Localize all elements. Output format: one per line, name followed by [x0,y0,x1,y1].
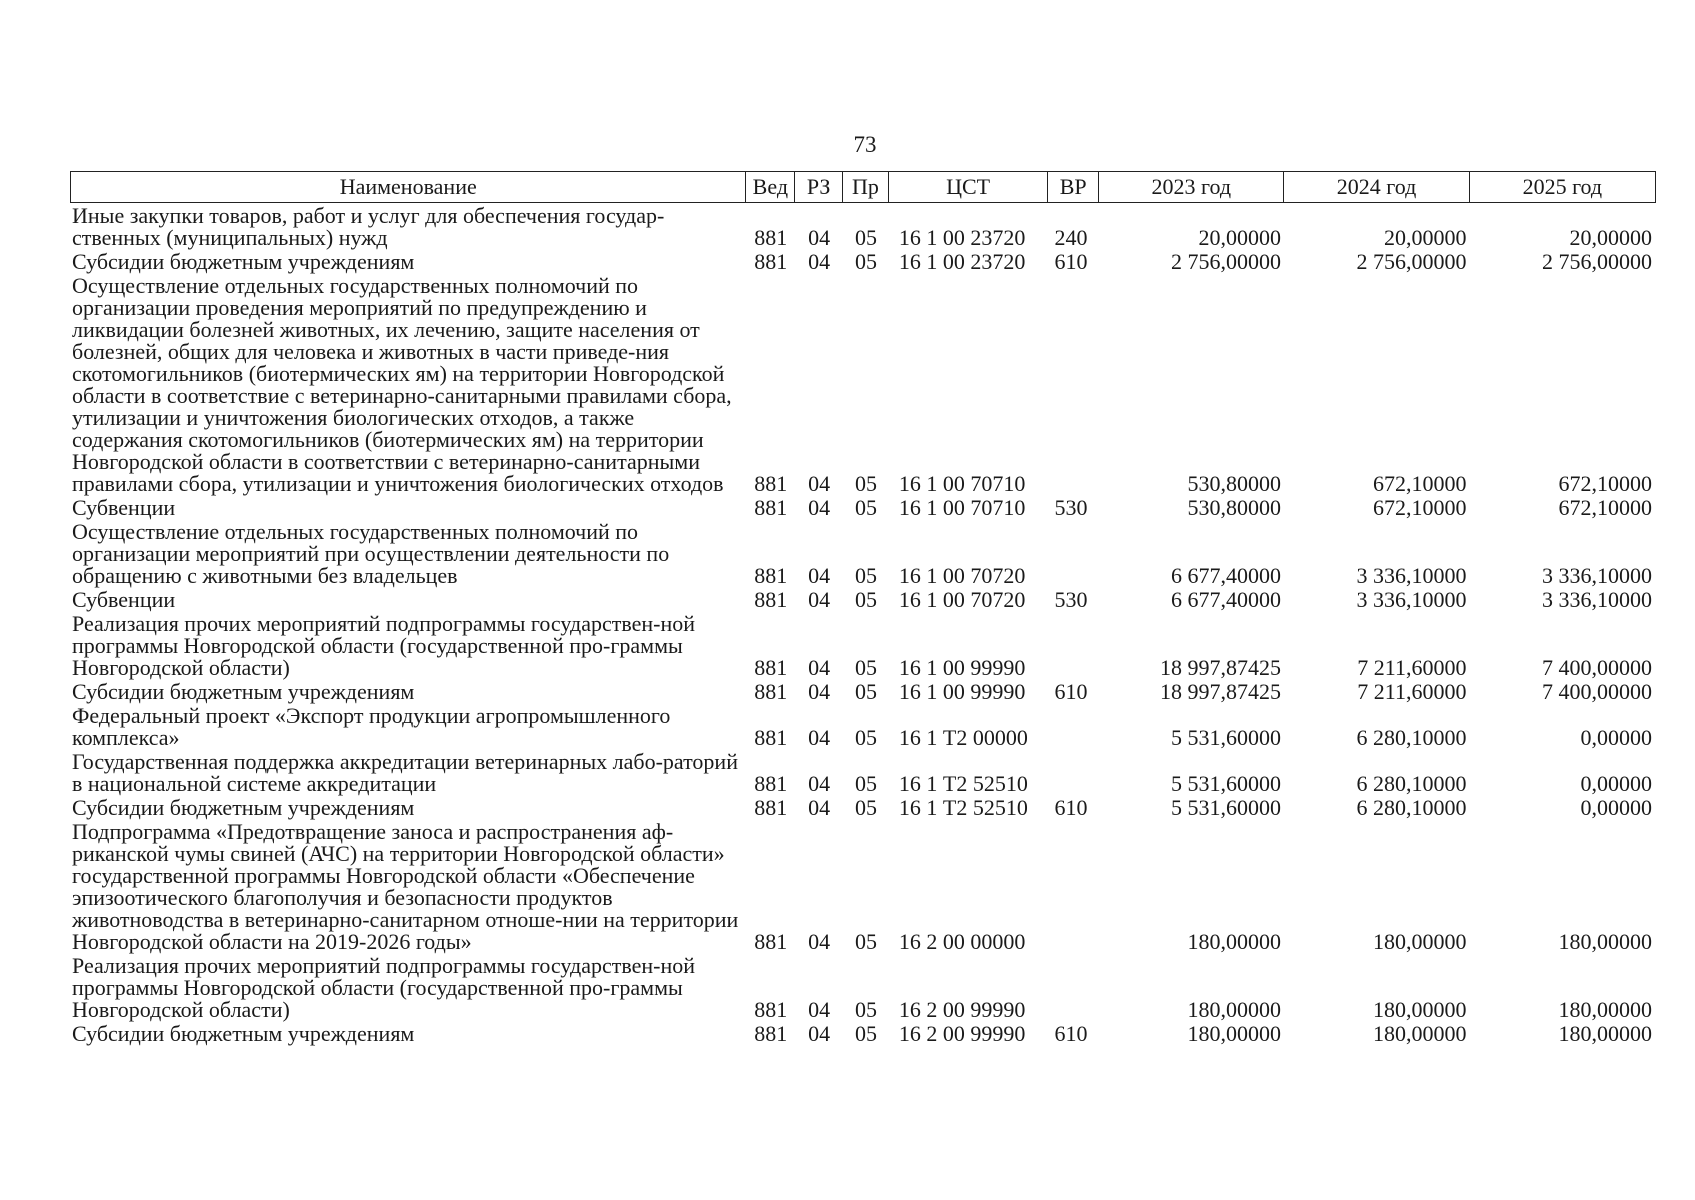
cell-2023: 5 531,60000 [1170,725,1281,750]
cell-2025: 0,00000 [1580,725,1652,750]
cell-pr: 05 [854,587,877,612]
cell-vr: 530 [1054,495,1088,520]
header-2023: 2023 год [1099,172,1284,202]
table-row [70,275,1656,495]
cell-name: Федеральный проект «Экспорт продукции агропромышленного комплекса» [72,703,671,750]
header-2025: 2025 год [1522,174,1603,199]
cell-cst: 16 2 00 99990 [898,1021,1026,1046]
table-row [70,681,1656,703]
cell-vr: 530 [1054,587,1088,612]
cell-2024: 180,00000 [1372,997,1467,1022]
cell-2023: 5 531,60000 [1170,795,1281,820]
cell-2024: 6 280,10000 [1356,795,1467,820]
table-row [70,955,1656,1021]
cell-ved: 881 [754,655,788,680]
cell-cst: 16 1 Т2 52510 [898,771,1028,796]
cell-2024: 6 280,10000 [1356,725,1467,750]
page-number: 73 [853,132,877,157]
cell-2025: 672,10000 [1558,495,1652,520]
cell-2025: 3 336,10000 [1542,587,1652,612]
cell-name: Иные закупки товаров, работ и услуг для обеспечения государ-ственных (муниципальных) нужд [72,203,665,250]
cell-name: Осуществление отдельных государственных полномочий по организации мероприятий при осуществлении деятельности по обращению с животными без владельцев [72,519,670,588]
cell-pr: 05 [854,471,877,496]
cell-rz: 04 [808,679,831,704]
cell-pr: 05 [854,655,877,680]
cell-ved: 881 [754,679,788,704]
cell-2024: 3 336,10000 [1356,587,1467,612]
cell-2025: 20,00000 [1569,225,1652,250]
cell-2024: 20,00000 [1383,225,1467,250]
cell-rz: 04 [808,495,831,520]
cell-cst: 16 1 00 70710 [898,471,1026,496]
cell-pr: 05 [854,563,877,588]
cell-rz: 04 [808,587,831,612]
header-name: Наименование [71,172,746,202]
cell-2023: 2 756,00000 [1170,249,1281,274]
cell-2023: 180,00000 [1187,997,1281,1022]
cell-pr: 05 [854,929,877,954]
cell-2023: 180,00000 [1187,1021,1281,1046]
cell-2024: 7 211,60000 [1357,655,1467,680]
cell-2023: 6 677,40000 [1170,563,1281,588]
cell-vr: 610 [1054,679,1088,704]
cell-name: Реализация прочих мероприятий подпрограммы государствен-ной программы Новгородской области (государственной про-граммы Новгородской области) [72,611,696,680]
cell-pr: 05 [854,249,877,274]
cell-2023: 20,00000 [1198,225,1281,250]
budget-table [70,171,1656,1045]
cell-2024: 672,10000 [1372,495,1467,520]
cell-2024: 2 756,00000 [1356,249,1467,274]
cell-2025: 3 336,10000 [1542,563,1652,588]
cell-rz: 04 [808,563,831,588]
table-row [70,1023,1656,1045]
table-row [70,797,1656,819]
cell-rz: 04 [808,655,831,680]
cell-vr: 610 [1054,249,1088,274]
cell-2023: 18 997,87425 [1159,679,1281,704]
cell-rz: 04 [808,1021,831,1046]
cell-2025: 7 400,00000 [1542,655,1652,680]
cell-cst: 16 1 00 23720 [898,249,1026,274]
cell-2025: 672,10000 [1558,471,1652,496]
cell-cst: 16 1 Т2 52510 [898,795,1028,820]
cell-vr: 610 [1054,1021,1088,1046]
header-cst: ЦСТ [889,172,1048,202]
cell-cst: 16 1 00 23720 [898,225,1026,250]
cell-2023: 6 677,40000 [1170,587,1281,612]
header-2024: 2024 год [1284,172,1469,202]
cell-name: Подпрограмма «Предотвращение заноса и распространения аф-риканской чумы свиней (АЧС) на территории Новгородской области» государственной программы Новгородской области «Обеспечение эпизоотического благополучия и безопасности продуктов животноводства в ветеринарно-санитарном отноше-нии на территории Новгородской области на 2019-2026 годы» [72,819,739,954]
cell-pr: 05 [854,771,877,796]
cell-cst: 16 2 00 00000 [898,929,1026,954]
cell-ved: 881 [754,771,788,796]
cell-2024: 180,00000 [1372,929,1467,954]
header-vr: ВР [1048,172,1099,202]
cell-pr: 05 [854,725,877,750]
cell-2023: 530,80000 [1187,495,1281,520]
cell-ved: 881 [754,725,788,750]
cell-ved: 881 [754,587,788,612]
cell-2023: 18 997,87425 [1159,655,1281,680]
cell-2025: 2 756,00000 [1542,249,1652,274]
cell-2024: 672,10000 [1372,471,1467,496]
cell-name: Субсидии бюджетным учреждениям [72,1021,415,1046]
table-row [70,589,1656,611]
cell-2023: 530,80000 [1187,471,1281,496]
cell-ved: 881 [754,563,788,588]
cell-2024: 3 336,10000 [1356,563,1467,588]
cell-ved: 881 [754,929,788,954]
cell-2023: 180,00000 [1187,929,1281,954]
cell-2025: 180,00000 [1558,997,1652,1022]
cell-name: Субсидии бюджетным учреждениям [72,795,415,820]
table-body [70,203,1656,1045]
cell-name: Субсидии бюджетным учреждениям [72,679,415,704]
cell-ved: 881 [754,225,788,250]
cell-2024: 6 280,10000 [1356,771,1467,796]
cell-cst: 16 1 00 70720 [898,587,1026,612]
cell-pr: 05 [854,225,877,250]
header-pr: Пр [843,172,889,202]
cell-ved: 881 [754,997,788,1022]
cell-ved: 881 [754,1021,788,1046]
cell-2023: 5 531,60000 [1170,771,1281,796]
cell-ved: 881 [754,471,788,496]
cell-name: Субвенции [72,495,176,520]
header-rz: РЗ [795,172,843,202]
cell-cst: 16 1 00 70710 [898,495,1026,520]
cell-rz: 04 [808,225,831,250]
cell-vr: 610 [1054,795,1088,820]
cell-rz: 04 [808,771,831,796]
cell-ved: 881 [754,249,788,274]
cell-2025: 180,00000 [1558,929,1652,954]
cell-pr: 05 [854,795,877,820]
cell-pr: 05 [854,997,877,1022]
cell-2024: 7 211,60000 [1357,679,1467,704]
cell-name: Реализация прочих мероприятий подпрограммы государствен-ной программы Новгородской области (государственной про-граммы Новгородской области) [72,953,696,1022]
cell-cst: 16 1 00 99990 [898,679,1026,704]
cell-cst: 16 1 00 99990 [898,655,1026,680]
cell-2025: 7 400,00000 [1542,679,1652,704]
cell-pr: 05 [854,1021,877,1046]
cell-cst: 16 1 00 70720 [898,563,1026,588]
header-ved: Вед [746,172,795,202]
cell-ved: 881 [754,795,788,820]
table-row [70,705,1656,749]
cell-cst: 16 2 00 99990 [898,997,1026,1022]
cell-name: Субвенции [72,587,176,612]
cell-name: Государственная поддержка аккредитации ветеринарных лабо-раторий в национальной системе аккредитации [72,749,738,796]
cell-name: Субсидии бюджетным учреждениям [72,249,415,274]
table-row [70,613,1656,679]
cell-rz: 04 [808,471,831,496]
table-row [70,751,1656,795]
cell-2024: 180,00000 [1372,1021,1467,1046]
table-row [70,251,1656,273]
table-row [70,497,1656,519]
table-row [70,205,1656,249]
cell-2025: 0,00000 [1580,771,1652,796]
cell-2025: 180,00000 [1558,1021,1652,1046]
cell-vr: 240 [1054,225,1088,250]
cell-2025: 0,00000 [1580,795,1652,820]
cell-pr: 05 [854,495,877,520]
cell-cst: 16 1 Т2 00000 [898,725,1028,750]
cell-rz: 04 [808,249,831,274]
table-row [70,821,1656,953]
cell-rz: 04 [808,929,831,954]
table-row [70,521,1656,587]
cell-ved: 881 [754,495,788,520]
table-header [70,171,1656,203]
cell-name: Осуществление отдельных государственных полномочий по организации проведения мероприятий по предупреждению и ликвидации болезней животных, их лечению, защите населения от болезней, общих для человека и животных в части приведе-ния скотомогильников (биотермических ям) на территории Новгородской области в соответствие с ветеринарно-санитарными правилами сбора, утилизации и уничтожения биологических отходов, а также содержания скотомогильников (биотермических ям) на территории Новгородской области в соответствии с ветеринарно-санитарными правилами сбора, утилизации и уничтожения биологических отходов [72,273,732,496]
cell-rz: 04 [808,997,831,1022]
cell-pr: 05 [854,679,877,704]
cell-rz: 04 [808,725,831,750]
cell-rz: 04 [808,795,831,820]
